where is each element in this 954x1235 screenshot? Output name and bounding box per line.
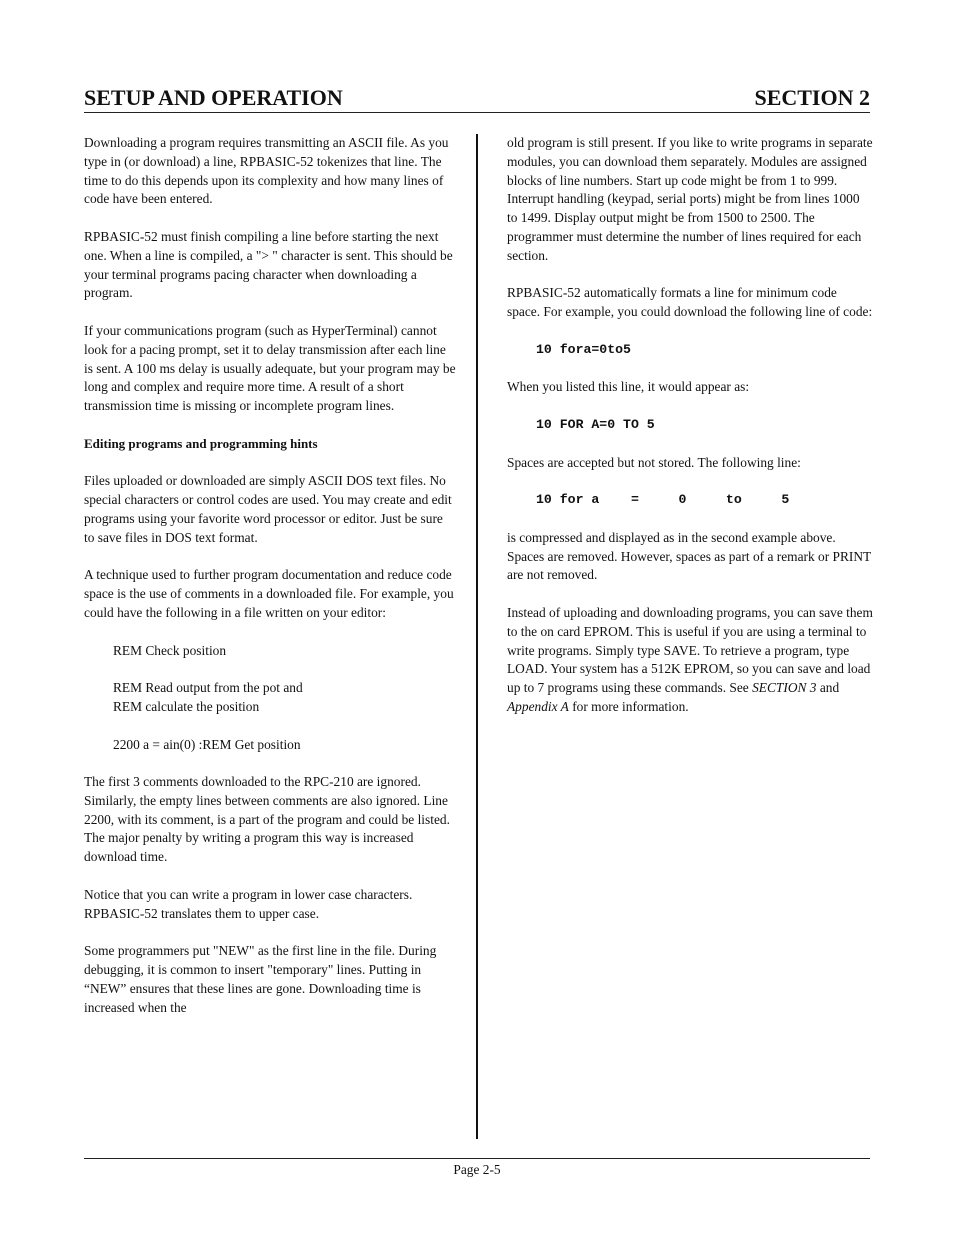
paragraph: RPBASIC-52 automatically formats a line for minimum code space. For example, you could download the following line of code: [507,285,873,320]
section-number: SECTION 2 [754,85,870,110]
paragraph: Spaces are accepted but not stored. The following line: [507,454,801,470]
paragraph-text: and [819,680,840,696]
paragraph: A technique used to further program documentation and reduce code space is the use of comments in a downloaded file. For example, you could have the following in a file written on your editor: [84,567,454,620]
example-line: REM calculate the position [113,698,260,714]
example-line: REM Read output from the pot and [113,680,303,696]
paragraph: Some programmers put "NEW" as the first line in the file. During debugging, it is common to insert "temporary" lines. Putting in “NEW” ensures that these lines are gone. Downloading time is increased when the [84,943,437,1015]
paragraph: Notice that you can write a program in lower case characters. RPBASIC-52 translates them to upper case. [84,886,413,921]
section-reference: SECTION 3 [752,680,817,696]
subheading: Editing programs and programming hints [84,435,318,451]
paragraph: Files uploaded or downloaded are simply ASCII DOS text files. No special characters or control codes are used. You may create and edit programs using your favorite word processor or editor. Just be sure to save files in DOS text format. [84,473,452,545]
code-line: 10 fora=0to5 [536,341,631,357]
example-line: REM Check position [113,642,227,658]
right-column [507,134,873,736]
paragraph: RPBASIC-52 must finish compiling a line before starting the next one. When a line is compiled, a "> " character is sent. This should be your terminal programs pacing character when downloading a program. [84,228,453,301]
left-column [84,134,456,1036]
code-line: 10 FOR A=0 TO 5 [536,416,655,432]
paragraph: The first 3 comments downloaded to the RPC-210 are ignored. Similarly, the empty lines between comments are also ignored. Line 2200, with its comment, is a part of the program and could be listed. The major penalty by writing a program this way is increased download time. [84,774,450,865]
page-number: Page 2-5 [453,1162,501,1177]
page-header [84,84,870,113]
paragraph: is compressed and displayed as in the second example above. Spaces are removed. However, spaces as part of a remark or PRINT are not removed. [507,529,871,583]
paragraph: If your communications program (such as HyperTerminal) cannot look for a pacing prompt, set it to delay transmission after each line is sent. A 100 ms delay is usually adequate, but your program may be long and complex and require more time. A result of a short transmission time is missing or incomplete program lines. [84,322,456,414]
appendix-reference: Appendix A [507,698,569,714]
paragraph: Downloading a program requires transmitting an ASCII file. As you type in (or download) a line, RPBASIC-52 tokenizes that line. The time to do this depends upon its complexity and how many lines of code have been entered. [84,135,449,207]
paragraph: old program is still present. If you like to write programs in separate modules, you can download them separately. Modules are assigned blocks of line numbers. Start up code might be from 1 to 999. Interrupt handling (keypad, serial ports) might be from lines 1000 to 1499. Display output might be from 1500 to 2500. The programmer must determine the number of lines required for each section. [507,135,873,263]
code-line: 10 for a = 0 to 5 [536,492,790,508]
footer-rule [84,1158,870,1159]
paragraph: When you listed this line, it would appear as: [507,379,750,395]
column-divider [476,134,478,1139]
paragraph-text: for more information. [572,698,689,714]
paragraph-text: Instead of uploading and downloading programs, you can save them to the on card EPROM. This is useful if you are using a terminal to write programs. Simply type SAVE. To retrieve a program, type LOAD. Your system has a 512K EPROM, so you can save and load up to 7 programs using these commands. See [507,604,873,696]
paragraph [507,604,873,717]
example-line: 2200 a = ain(0) :REM Get position [113,736,301,752]
section-title: SETUP AND OPERATION [84,85,343,110]
